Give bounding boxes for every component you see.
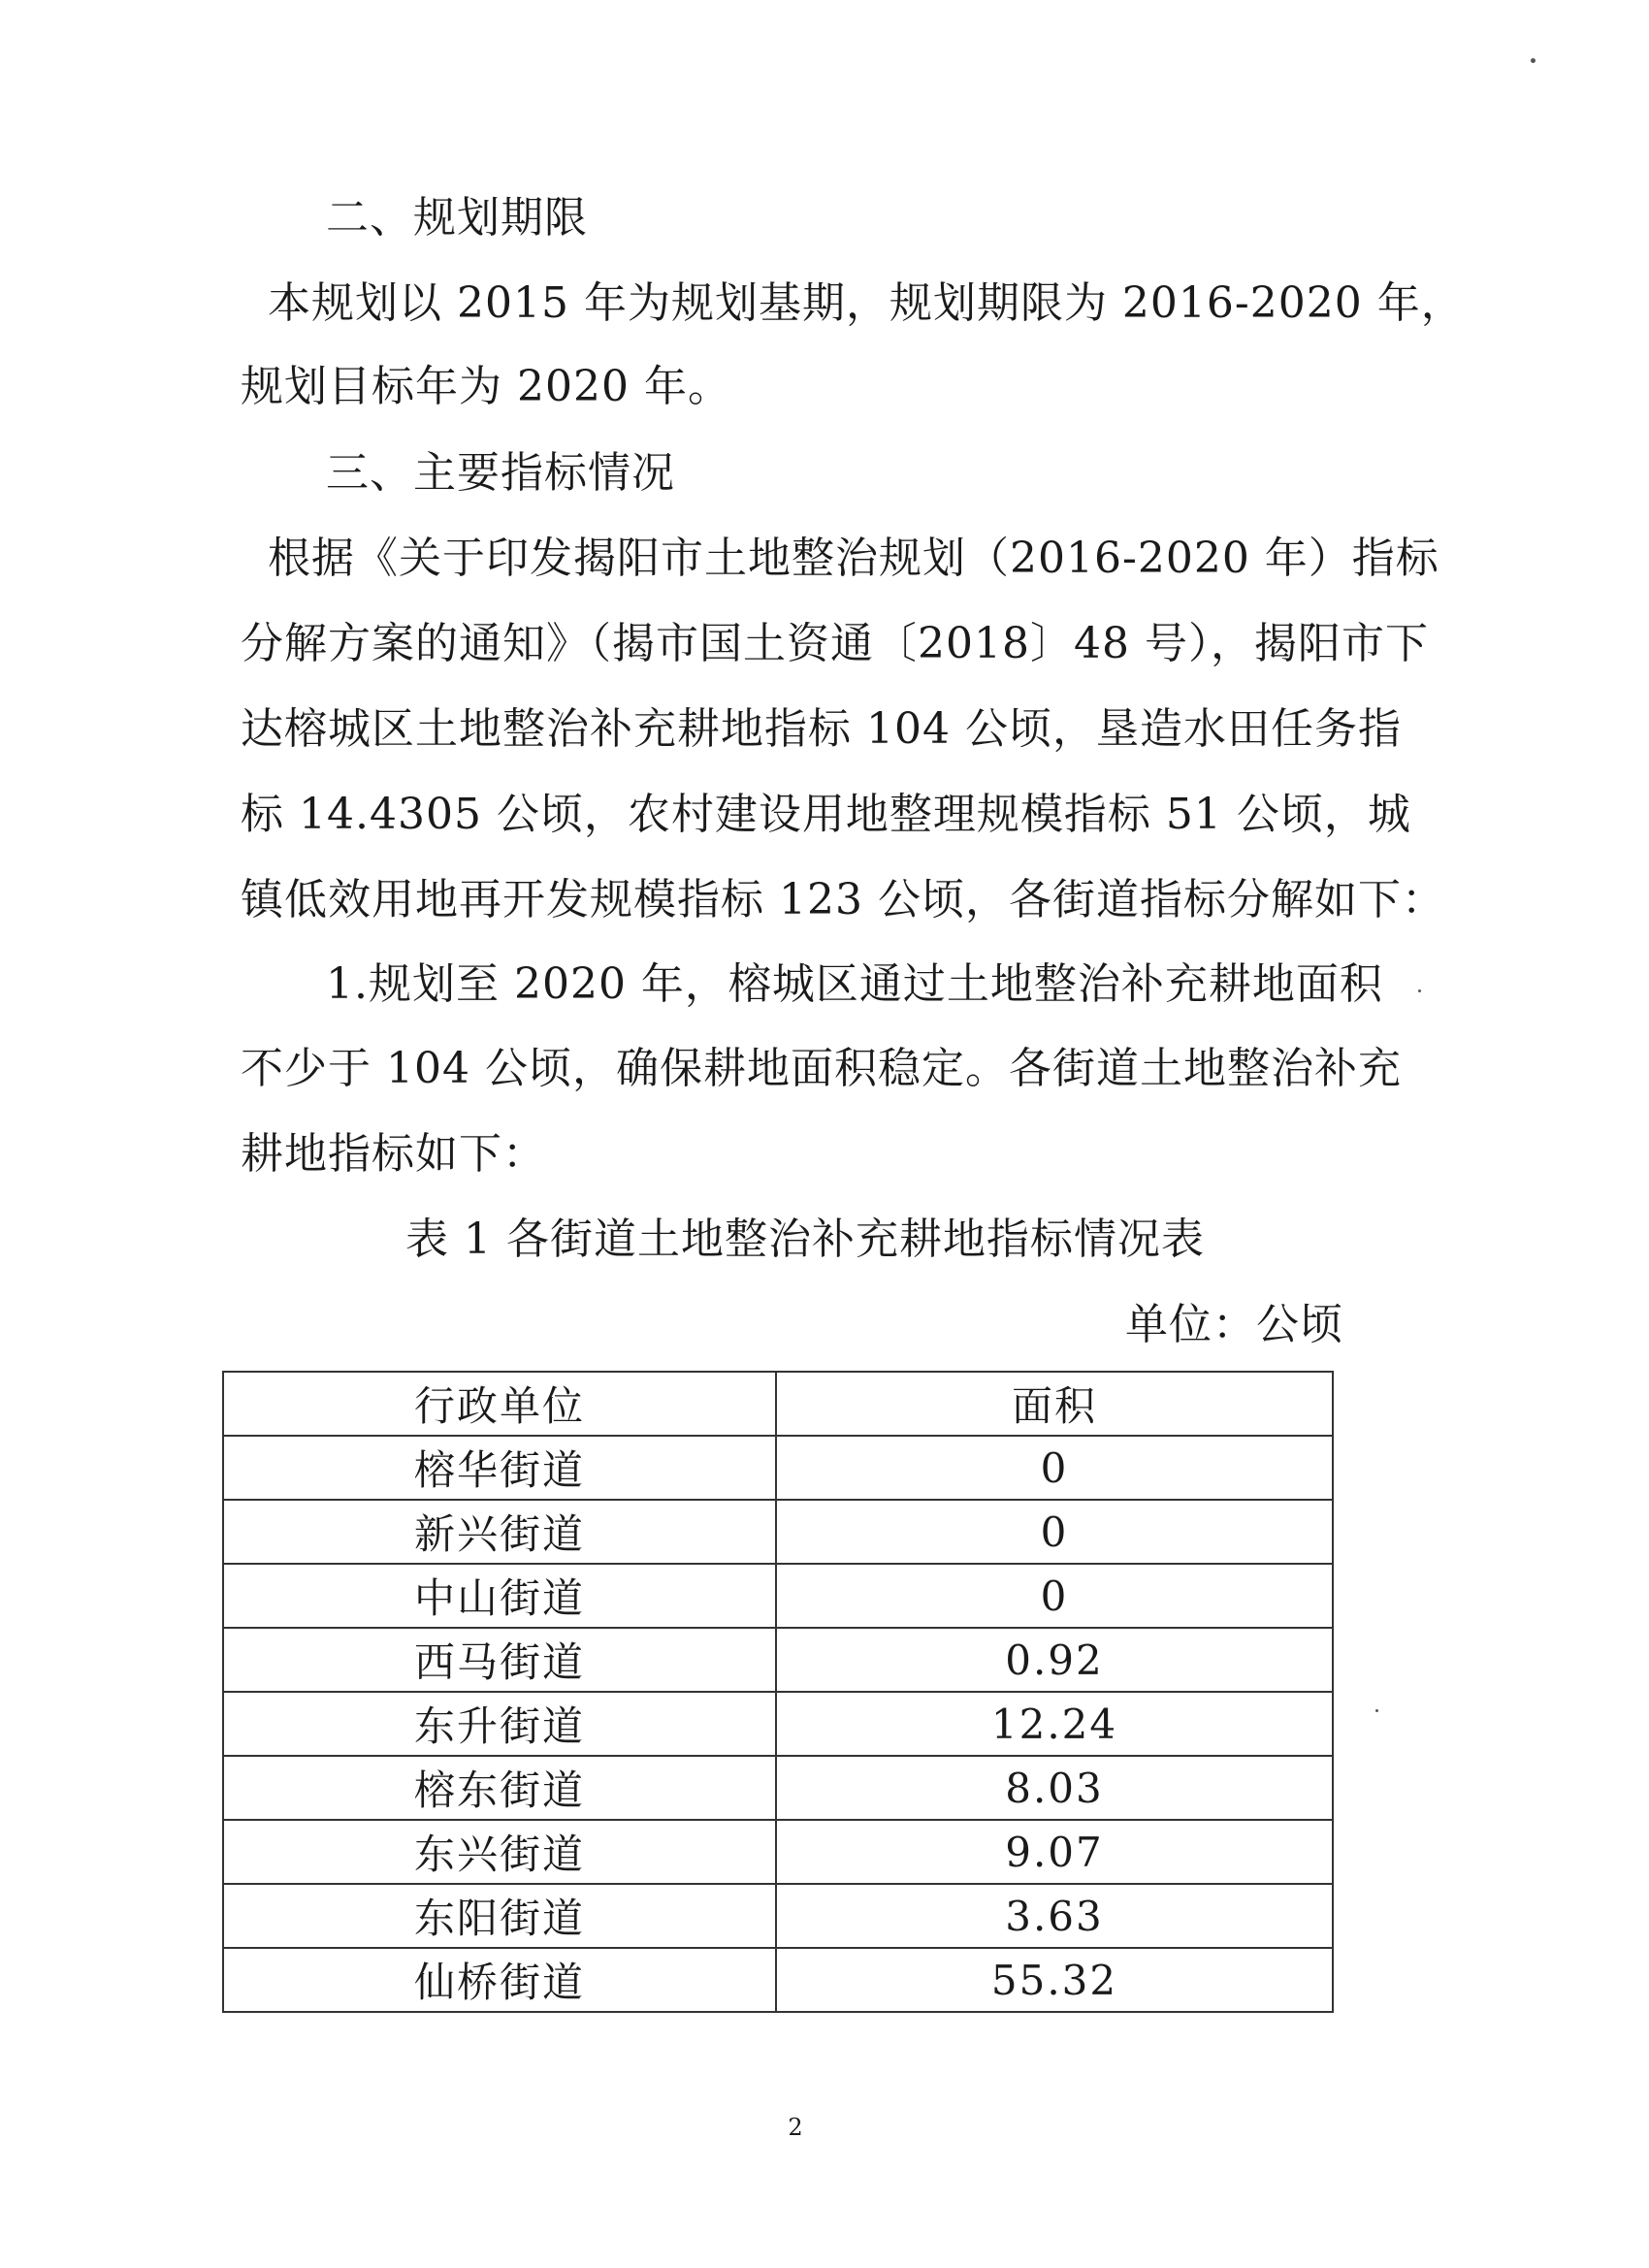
section-heading-main-indicators: 三、主要指标情况 xyxy=(326,448,675,498)
paragraph-line: 规划目标年为 2020 年。 xyxy=(241,362,731,411)
paragraph-line: 分解方案的通知》（揭市国土资通〔2018〕48 号），揭阳市下 xyxy=(241,619,1429,668)
header-area: 面积 xyxy=(776,1372,1333,1436)
cell-area: 0 xyxy=(776,1436,1333,1500)
cell-unit: 榕华街道 xyxy=(223,1436,776,1500)
table-row xyxy=(223,1628,1333,1692)
section-heading-plan-period: 二、规划期限 xyxy=(326,193,588,243)
cell-unit: 东阳街道 xyxy=(223,1884,776,1948)
scan-speck xyxy=(1531,58,1536,63)
cell-unit: 东兴街道 xyxy=(223,1820,776,1884)
paragraph-line: 不少于 104 公顷，确保耕地面积稳定。各街道土地整治补充 xyxy=(241,1044,1402,1093)
cell-area: 3.63 xyxy=(776,1884,1333,1948)
cell-area: 12.24 xyxy=(776,1692,1333,1756)
paragraph-line: 根据《关于印发揭阳市土地整治规划（2016-2020 年）指标 xyxy=(268,534,1439,583)
cell-unit: 仙桥街道 xyxy=(223,1948,776,2012)
paragraph-line: 镇低效用地再开发规模指标 123 公顷，各街道指标分解如下： xyxy=(241,875,1445,924)
table-row xyxy=(223,1564,1333,1628)
table-row xyxy=(223,1884,1333,1948)
cell-unit: 新兴街道 xyxy=(223,1500,776,1564)
cell-area: 0 xyxy=(776,1500,1333,1564)
scan-speck xyxy=(1418,989,1421,992)
table-caption: 表 1 各街道土地整治补充耕地指标情况表 xyxy=(405,1215,1205,1264)
paragraph-line: 本规划以 2015 年为规划基期，规划期限为 2016-2020 年， xyxy=(268,278,1465,328)
table-row xyxy=(223,1756,1333,1820)
table-row xyxy=(223,1500,1333,1564)
table-header-row xyxy=(223,1372,1333,1436)
cell-area: 0 xyxy=(776,1564,1333,1628)
paragraph-line: 耕地指标如下： xyxy=(241,1129,546,1179)
cell-area: 0.92 xyxy=(776,1628,1333,1692)
cell-unit: 东升街道 xyxy=(223,1692,776,1756)
cell-area: 8.03 xyxy=(776,1756,1333,1820)
paragraph-line: 标 14.4305 公顷，农村建设用地整理规模指标 51 公顷，城 xyxy=(241,790,1411,839)
cell-area: 55.32 xyxy=(776,1948,1333,2012)
table-row xyxy=(223,1436,1333,1500)
table-row xyxy=(223,1692,1333,1756)
table-row xyxy=(223,1820,1333,1884)
page-number: 2 xyxy=(788,2114,803,2141)
table-unit: 单位：公顷 xyxy=(1125,1300,1343,1349)
cell-area: 9.07 xyxy=(776,1820,1333,1884)
scan-speck xyxy=(1375,1709,1378,1712)
header-admin-unit: 行政单位 xyxy=(223,1372,776,1436)
paragraph-line: 达榕城区土地整治补充耕地指标 104 公顷，垦造水田任务指 xyxy=(241,704,1402,754)
indicator-table xyxy=(222,1371,1334,2013)
paragraph-line: 1.规划至 2020 年，榕城区通过土地整治补充耕地面积 xyxy=(326,959,1383,1009)
cell-unit: 西马街道 xyxy=(223,1628,776,1692)
cell-unit: 榕东街道 xyxy=(223,1756,776,1820)
cell-unit: 中山街道 xyxy=(223,1564,776,1628)
table-row xyxy=(223,1948,1333,2012)
